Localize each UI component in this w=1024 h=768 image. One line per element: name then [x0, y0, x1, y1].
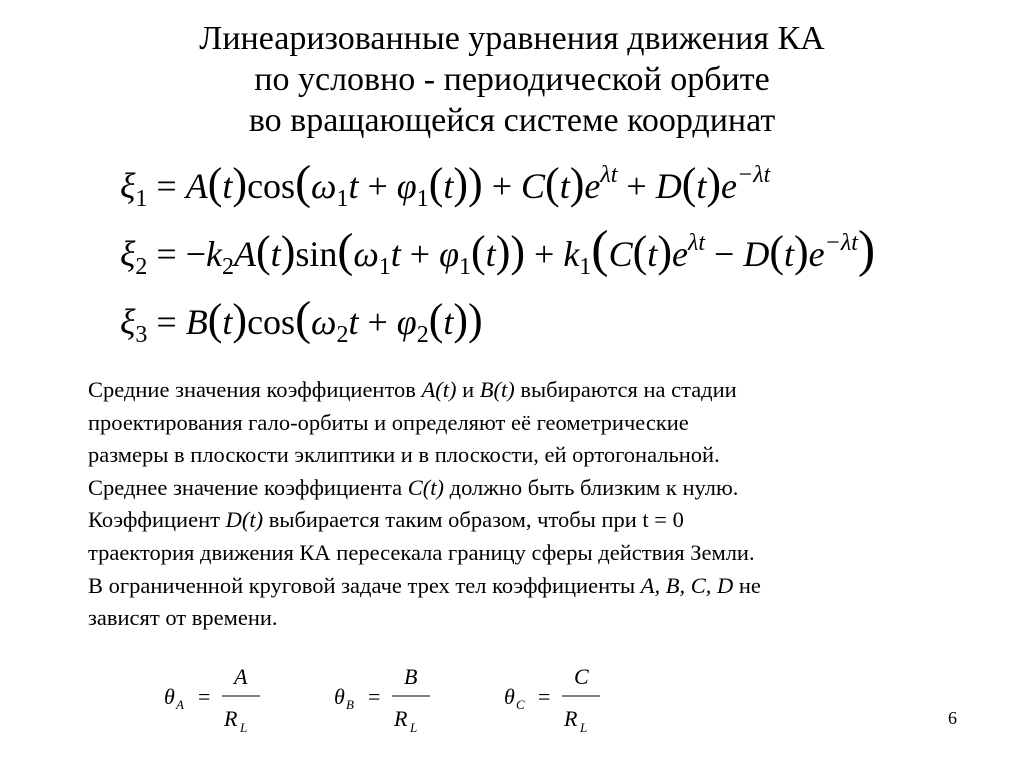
coef-b: B(t): [479, 377, 515, 402]
slide-title: [0, 18, 1024, 141]
svg-text:ξ3 = B(t)cos(ω2t + φ2(t)): $\xi_3 = B(t)\cos(\omega_2t + \varphi_2(t))$: [120, 292, 483, 348]
paragraph-line-8: зависят от времени.: [88, 605, 278, 631]
svg-text:L: L: [580, 720, 588, 735]
svg-text:R: R: [394, 706, 408, 731]
text-segment: не: [733, 572, 761, 598]
svg-text:=: =: [538, 684, 551, 709]
text-segment: В ограниченной круговой задаче трех тел коэффициенты: [88, 572, 641, 598]
equation-xi2: [120, 221, 960, 282]
paragraph-line-3: размеры в плоскости эклиптики и в плоскости, ей ортогональной.: [88, 442, 720, 468]
text-segment: Средние значения коэффициентов: [88, 377, 422, 402]
equation-xi2-svg: [120, 221, 960, 286]
equation-xi1: [120, 158, 920, 214]
equation-xi3-svg: [120, 294, 620, 354]
page-number: 6: [948, 708, 957, 728]
svg-text:θ: θ: [334, 684, 345, 709]
svg-text:θ: θ: [164, 684, 175, 709]
paragraph-line-6: траектория движения КА пересекала границу сферы действия Земли.: [88, 539, 755, 565]
text-segment: и: [456, 377, 480, 402]
equation-xi3: [120, 294, 620, 350]
svg-text:R: R: [224, 706, 238, 731]
svg-text:θ: θ: [504, 684, 515, 709]
description-paragraph: [88, 374, 988, 635]
coef-c: C(t): [407, 474, 445, 500]
paragraph-line-2: проектирования гало-орбиты и определяют её геометрические: [88, 409, 689, 435]
text-segment: выбирается таким образом, чтобы при t = 0: [263, 507, 684, 533]
coef-a: A(t): [421, 377, 457, 402]
svg-text:R: R: [564, 706, 578, 731]
title-line-3: во вращающейся системе координат: [248, 102, 776, 139]
svg-text:B: B: [346, 697, 354, 712]
svg-text:L: L: [410, 720, 418, 735]
svg-text:ξ2 = −k2A(t)sin(ω1t + φ1(t)) +: $\xi_2 = -k_2A(t)\sin(\omega_1t + \varphi_1(t)) + k_1(C(t)e^{\lambda t} - D(t)e^{-\lambda t})$: [120, 221, 876, 280]
fraction-theta-c-svg: [500, 660, 610, 740]
fraction-theta-a: [160, 660, 270, 740]
svg-text:A: A: [176, 697, 184, 712]
svg-text:=: =: [198, 684, 211, 709]
text-segment: Коэффициент: [88, 507, 226, 533]
fraction-theta-c: [500, 660, 610, 740]
text-segment: выбираются на стадии: [514, 377, 737, 402]
coef-d: D(t): [225, 507, 264, 533]
svg-text:C: C: [516, 697, 525, 712]
paragraph-line-5: [88, 504, 988, 537]
title-line-2: по условно - периодической орбите: [254, 61, 770, 98]
fraction-theta-b: [330, 660, 440, 740]
title-line-1: Линеаризованные уравнения движения КА: [199, 20, 825, 57]
svg-text:C: C: [574, 664, 589, 689]
svg-text:B: B: [404, 664, 418, 689]
svg-text:ξ1 = A(t)cos(ω1t + φ1(t)) + C(: $\xi_1 = A(t)\cos(\omega_1t + \varphi_1(t)) + C(t)e^{\lambda t} + D(t)e^{-\lambda t}$: [120, 156, 771, 212]
svg-text:L: L: [240, 720, 248, 735]
text-segment: Среднее значение коэффициента: [88, 474, 408, 500]
paragraph-line-1: [88, 374, 988, 407]
equation-xi1-svg: [120, 158, 920, 218]
svg-text:=: =: [368, 684, 381, 709]
fraction-theta-a-svg: [160, 660, 270, 740]
coef-list: A, B, C, D: [640, 572, 734, 598]
text-segment: должно быть близким к нулю.: [444, 474, 739, 500]
fraction-theta-b-svg: [330, 660, 440, 740]
svg-text:A: A: [234, 664, 248, 689]
paragraph-line-7: [88, 570, 988, 603]
paragraph-line-4: [88, 472, 988, 505]
